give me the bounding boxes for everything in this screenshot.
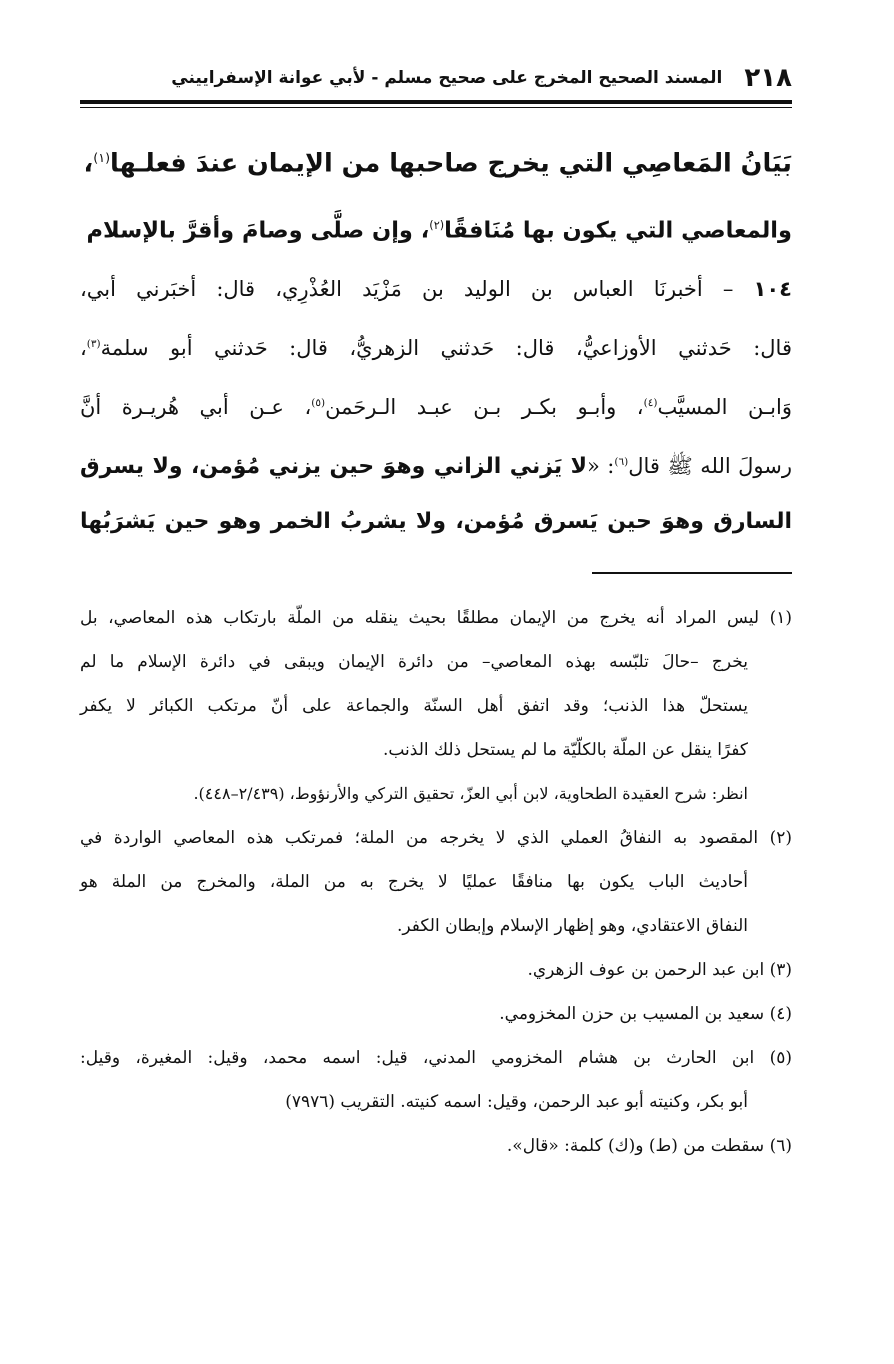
chapter-heading-line-2: والمعاصي التي يكون بها مُنَافقًا$^{(٢)}$، وإن صلَّى وصامَ وأقرَّ بالإسلام (86, 217, 792, 243)
footnote-5: (٥) ابن الحارث بن هشام المخزومي المدني، قيل: اسمه محمد، وقيل: المغيرة، وقيل: أبو بكر، وكنيته أبو عبد الرحمن، وقيل: اسمه كنيته. التقريب (٧٩٧٦) (80, 1048, 792, 1112)
footnote-marker-1: (١) (93, 151, 111, 166)
hadith-quote: لا يَزني الزاني وهوَ حين يزني مُؤمن، ولا يسرق (80, 454, 587, 479)
footnote-marker-6: (٦) (614, 456, 629, 468)
footnote-marker-4: (٤) (643, 397, 658, 409)
header-rule (80, 100, 792, 104)
footnote-2: (٢) المقصود به النفاقُ العملي الذي لا يخرجه من الملة؛ فمرتكب هذه المعاصي الواردة في أحاديث الباب يكون بها منافقًا عمليًا لا يخرج به من الملة، والمخرج من الملة هو النفاق الاعتقادي، وهو إظهار الإسلام وإبطان الكفر. (80, 828, 792, 936)
hadith-line-5 (80, 494, 792, 549)
hadith-line-1: ١٠٤ – أخبرنَا العباس بن الوليد بن مَزْيَد العُذْرِي، قال: أخبَرني أبي، (80, 277, 792, 301)
page-number: ٢١٨ (744, 63, 792, 93)
footnote-1: (١) ليس المراد أنه يخرج من الإيمان مطلقًا بحيث ينقله من الملّة بارتكاب هذه المعاصي، بل يخرج –حالَ تلبّسه بهذه المعاصي– من دائرة الإيمان ويبقى في دائرة الإسلام ما لم يستحلّ هذا الذنب؛ وقد اتفق أهل السنّة والجماعة على أنّ مرتكب الكبائر لا يكفر كفرًا ينقل عن الملّة بالكلّيّة ما لم يستحل ذلك الذنب. انظر: شرح العقيدة الطحاوية، لابن أبي العزّ، تحقيق التركي والأرنؤوط، (٢/٤٣٩–٤٤٨). (80, 596, 792, 816)
chapter-heading (80, 128, 792, 261)
hadith-text (80, 262, 792, 549)
footnote-4: (٤) سعيد بن المسيب بن حزن المخزومي. (499, 1004, 792, 1024)
header-rule-thin (80, 107, 792, 108)
hadith-number: ١٠٤ (753, 277, 792, 301)
footnote-marker-3: (٣) (86, 338, 101, 350)
hadith-line-2: قال: حَدثني الأوزاعيُّ، قال: حَدثني الزهريُّ، قال: حَدثني أبو سلمة$^{(٣)}$، (80, 336, 792, 360)
hadith-line-4: رسولَ الله ﷺ قال$^{(٦)}$: «لا يَزني الزاني وهوَ حين يزني مُؤمن، ولا يسرق (80, 454, 792, 479)
hadith-quote-continued: السارق وهوَ حين يَسرق مُؤمن، ولا يشربُ الخمر وهو حين يَشرَبُها (80, 509, 792, 534)
footnote-1-reference: انظر: شرح العقيدة الطحاوية، لابن أبي العزّ، تحقيق التركي والأرنؤوط، (٢/٤٣٩–٤٤٨). (193, 784, 748, 803)
footnote-marker-2: (٢) (429, 218, 445, 232)
footnotes (80, 596, 792, 1168)
hadith-line-3: وَابـن المسيَّب$^{(٤)}$، وأبـو بكـر بـن عبـد الـرحَمن$^{(٥)}$، عـن أبي هُريـرة أنَّ (80, 395, 792, 419)
footnote-6: (٦) سقطت من (ط) و(ك) كلمة: «قال». (506, 1136, 792, 1156)
running-header (80, 58, 792, 98)
footnote-separator (592, 572, 792, 574)
footnote-marker-5: (٥) (311, 397, 326, 409)
footnote-3: (٣) ابن عبد الرحمن بن عوف الزهري. (527, 960, 792, 980)
book-title: المسند الصحيح المخرج على صحيح مسلم - لأبي عوانة الإسفراييني (171, 68, 723, 88)
chapter-heading-line-1: بَيَانُ المَعاصِي التي يخرج صاحبها من الإيمان عندَ فعلـها$^{(١)}$، (83, 148, 792, 179)
